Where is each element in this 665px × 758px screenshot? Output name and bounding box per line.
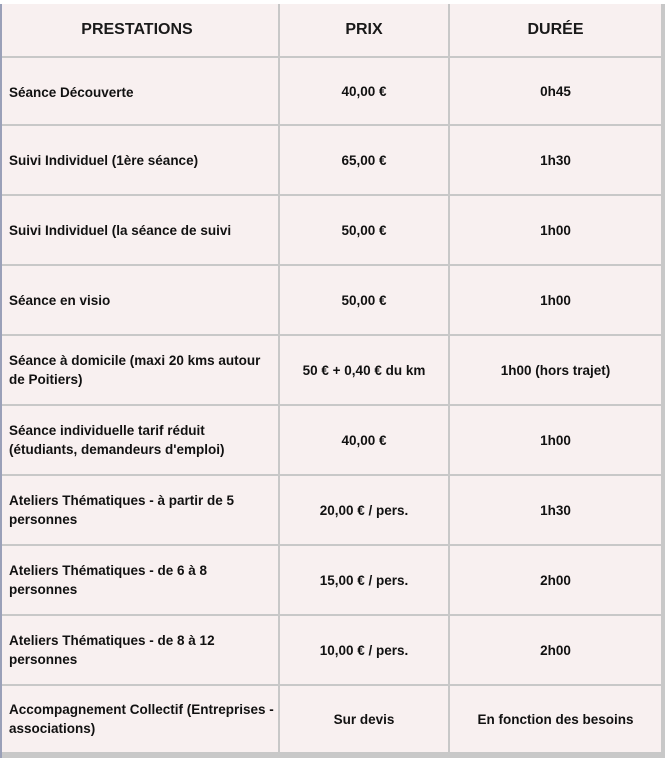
table-row	[2, 616, 661, 684]
row-prestation: Ateliers Thématiques - à partir de 5 personnes	[2, 476, 278, 544]
row-prestation: Accompagnement Collectif (Entreprises - associations)	[2, 686, 278, 752]
row-prestation: Séance individuelle tarif réduit (étudiants, demandeurs d'emploi)	[2, 406, 278, 474]
row-duration: En fonction des besoins	[450, 686, 661, 752]
table-row	[2, 406, 661, 474]
row-prestation: Ateliers Thématiques - de 6 à 8 personnes	[2, 546, 278, 614]
table-row	[2, 336, 661, 404]
table-row	[2, 126, 661, 194]
row-duration: 2h00	[450, 546, 661, 614]
row-price: 50 € + 0,40 € du km	[280, 336, 448, 404]
row-duration: 1h00	[450, 266, 661, 334]
row-duration: 1h00 (hors trajet)	[450, 336, 661, 404]
row-duration: 1h30	[450, 126, 661, 194]
row-price: 15,00 € / pers.	[280, 546, 448, 614]
table-row	[2, 58, 661, 124]
row-price: 65,00 €	[280, 126, 448, 194]
row-prestation: Séance Découverte	[2, 58, 278, 124]
table-row	[2, 476, 661, 544]
row-price: Sur devis	[280, 686, 448, 752]
row-duration: 1h30	[450, 476, 661, 544]
table-row	[2, 196, 661, 264]
row-duration: 1h00	[450, 406, 661, 474]
column-header-prix: PRIX	[280, 4, 448, 56]
row-duration: 2h00	[450, 616, 661, 684]
table-row	[2, 686, 661, 752]
row-prestation: Ateliers Thématiques - de 8 à 12 personnes	[2, 616, 278, 684]
column-header-prestations: PRESTATIONS	[2, 4, 278, 56]
row-prestation: Suivi Individuel (1ère séance)	[2, 126, 278, 194]
row-duration: 1h00	[450, 196, 661, 264]
row-prestation: Séance en visio	[2, 266, 278, 334]
row-prestation: Suivi Individuel (la séance de suivi	[2, 196, 278, 264]
table-row	[2, 266, 661, 334]
column-header-duree: DURÉE	[450, 4, 661, 56]
table-header-row	[2, 4, 661, 56]
row-prestation: Séance à domicile (maxi 20 kms autour de Poitiers)	[2, 336, 278, 404]
row-duration: 0h45	[450, 58, 661, 124]
pricing-table-container	[0, 4, 665, 758]
row-price: 40,00 €	[280, 58, 448, 124]
row-price: 50,00 €	[280, 196, 448, 264]
table-row	[2, 546, 661, 614]
row-price: 10,00 € / pers.	[280, 616, 448, 684]
row-price: 20,00 € / pers.	[280, 476, 448, 544]
row-price: 50,00 €	[280, 266, 448, 334]
row-price: 40,00 €	[280, 406, 448, 474]
pricing-table	[0, 2, 663, 754]
